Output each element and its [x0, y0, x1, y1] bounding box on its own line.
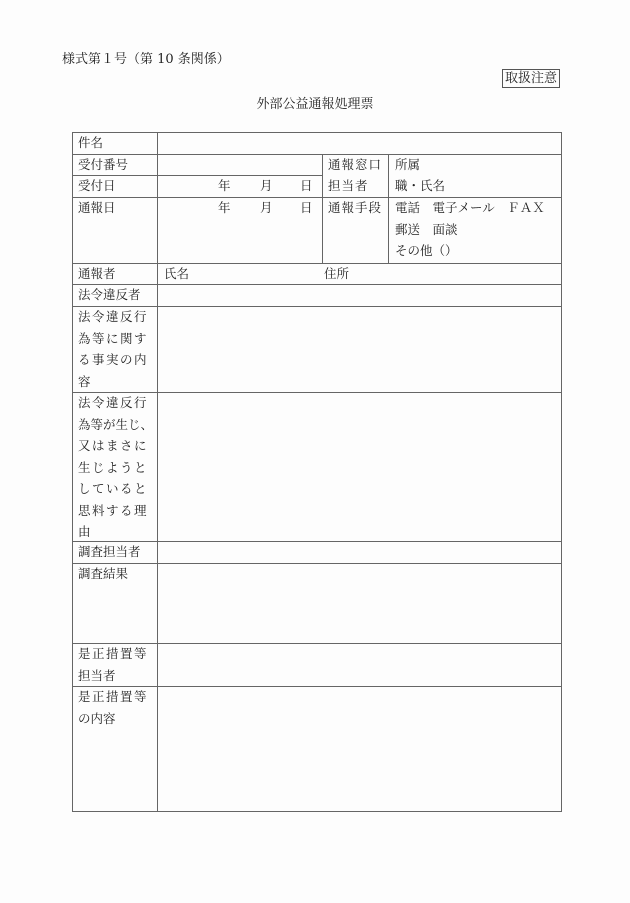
month-unit: 月 [260, 178, 273, 193]
subject-label: 件名 [78, 135, 104, 150]
violator-field[interactable] [158, 285, 561, 306]
correction-staff-label: 是正措置等 担当者 [78, 646, 149, 683]
reporter-name-label: 氏名 [164, 266, 190, 281]
window-staff-label-1: 通報窓口 [328, 157, 383, 172]
page-title: 外部公益通報処理票 [256, 97, 374, 112]
receipt-number-label: 受付番号 [78, 157, 129, 172]
method-option-line-1[interactable]: 電話 電子メール ＦＡＸ [395, 200, 545, 215]
investigator-field[interactable] [158, 542, 561, 563]
method-option-line-3[interactable]: その他（） [395, 243, 458, 258]
receipt-date-field[interactable] [158, 176, 322, 197]
receipt-number-field[interactable] [158, 155, 322, 175]
reporter-address-field[interactable] [352, 264, 560, 284]
violator-label: 法令違反者 [78, 287, 141, 302]
receipt-date-label: 受付日 [78, 178, 116, 193]
window-staff-field[interactable] [430, 155, 560, 196]
reason-field[interactable] [158, 393, 561, 541]
day-unit: 日 [300, 200, 313, 215]
correction-content-field[interactable] [158, 687, 561, 811]
investigation-result-field[interactable] [158, 564, 561, 643]
reporter-address-label: 住所 [324, 266, 350, 281]
position-name-label: 職・氏名 [395, 178, 446, 193]
reporter-label: 通報者 [78, 266, 116, 281]
method-option-line-2[interactable]: 郵送 面談 [395, 222, 458, 237]
handling-caution-stamp: 取扱注意 [502, 69, 560, 88]
subject-field[interactable] [158, 133, 561, 154]
investigation-result-label: 調査結果 [78, 566, 129, 581]
facts-label: 法令違反行 為等に関す る事実の内 容 [78, 309, 149, 389]
correction-staff-field[interactable] [158, 644, 561, 686]
year-unit: 年 [218, 200, 231, 215]
form-number: 様式第１号（第 10 条関係） [62, 52, 230, 67]
report-date-field[interactable] [158, 198, 322, 263]
affiliation-label: 所属 [395, 157, 421, 172]
reporter-name-field[interactable] [190, 264, 320, 284]
investigator-label: 調査担当者 [78, 544, 141, 559]
correction-content-label: 是正措置等 の内容 [78, 689, 149, 726]
day-unit: 日 [300, 178, 313, 193]
month-unit: 月 [260, 200, 273, 215]
method-label: 通報手段 [328, 200, 383, 215]
window-staff-label-2: 担当者 [328, 178, 369, 193]
reason-label: 法令違反行 為等が生じ、 又はまさに 生じようと していると 思料する理 由 [78, 395, 154, 539]
year-unit: 年 [218, 178, 231, 193]
facts-field[interactable] [158, 307, 561, 392]
report-date-label: 通報日 [78, 200, 116, 215]
